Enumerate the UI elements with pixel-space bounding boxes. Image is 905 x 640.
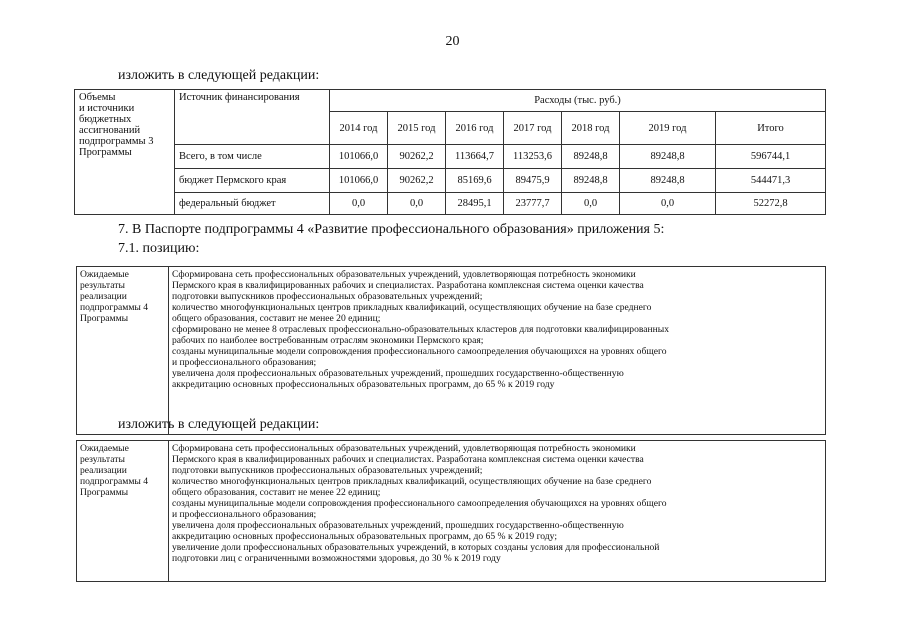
label-line: реализации (80, 465, 127, 476)
year-header: 2015 год (388, 112, 446, 145)
text-line: аккредитацию основных профессиональных образовательных программ, до 65 % к 2019 году (172, 379, 555, 390)
row-header-line: бюджетных (79, 114, 132, 125)
new-position-label (77, 441, 169, 582)
text-line: Сформирована сеть профессиональных образовательных учреждений, удовлетворяющая потребность экономики (172, 269, 636, 280)
source-cell: федеральный бюджет (175, 193, 330, 215)
table-row (75, 169, 826, 193)
heading-new-edition-1: изложить в следующей редакции: (118, 68, 320, 83)
text-line: Сформирована сеть профессиональных образовательных учреждений, удовлетворяющая потребность экономики (172, 443, 636, 454)
value-cell: 113253,6 (504, 145, 562, 169)
text-line: увеличена доля профессиональных образовательных учреждений, прошедших государственно-общественную (172, 368, 624, 379)
page-number: 20 (445, 34, 460, 49)
year-header: 2016 год (446, 112, 504, 145)
value-cell: 90262,2 (388, 169, 446, 193)
new-position-text (169, 441, 826, 582)
label-line: Ожидаемые (80, 443, 129, 454)
label-line: реализации (80, 291, 127, 302)
value-cell: 101066,0 (330, 169, 388, 193)
text-line: и профессионального образования; (172, 509, 317, 520)
value-cell: 0,0 (562, 193, 620, 215)
expenses-header: Расходы (тыс. руб.) (330, 90, 826, 112)
text-line: количество многофункциональных центров прикладных квалификаций, осуществляющих обучение на базе среднего (172, 302, 652, 313)
text-line: общего образования, составит не менее 22 единиц; (172, 487, 381, 498)
value-cell: 0,0 (388, 193, 446, 215)
value-cell: 0,0 (620, 193, 716, 215)
year-header: 2017 год (504, 112, 562, 145)
value-cell: 89248,8 (620, 145, 716, 169)
value-cell: 85169,6 (446, 169, 504, 193)
text-line: подготовки выпускников профессиональных образовательных учреждений; (172, 465, 483, 476)
total-cell: 596744,1 (716, 145, 826, 169)
total-cell: 52272,8 (716, 193, 826, 215)
value-cell: 23777,7 (504, 193, 562, 215)
text-line: аккредитацию основных профессиональных образовательных программ, до 65 % к 2019 году; (172, 531, 558, 542)
label-line: подпрограммы 4 (80, 302, 149, 313)
source-header: Источник финансирования (175, 90, 330, 145)
source-cell: Всего, в том числе (175, 145, 330, 169)
total-cell: 544471,3 (716, 169, 826, 193)
old-position-label (77, 267, 169, 435)
row-header-line: подпрограммы 3 (79, 136, 154, 147)
label-line: подпрограммы 4 (80, 476, 149, 487)
value-cell: 90262,2 (388, 145, 446, 169)
text-line: подготовки выпускников профессиональных образовательных учреждений; (172, 291, 483, 302)
year-header: 2018 год (562, 112, 620, 145)
text-line: увеличена доля профессиональных образовательных учреждений, прошедших государственно-общественную (172, 520, 624, 531)
row-header-line: и источники (79, 103, 135, 114)
text-line: и профессионального образования; (172, 357, 317, 368)
text-line: Пермского края в квалифицированных рабочих и специалистах. Разработана комплексная система оценки качества (172, 280, 644, 291)
text-line: общего образования, составит не менее 20 единиц; (172, 313, 381, 324)
value-cell: 89248,8 (562, 169, 620, 193)
old-position-table (76, 266, 826, 435)
text-line: созданы муниципальные модели сопровождения профессионального самоопределения обучающихся на уровнях общего (172, 346, 667, 357)
value-cell: 101066,0 (330, 145, 388, 169)
source-cell: бюджет Пермского края (175, 169, 330, 193)
label-line: результаты (80, 280, 125, 291)
label-line: Ожидаемые (80, 269, 129, 280)
table-row (75, 145, 826, 169)
value-cell: 89248,8 (562, 145, 620, 169)
text-line: созданы муниципальные модели сопровождения профессионального самоопределения обучающихся на уровнях общего (172, 498, 667, 509)
text-line: подготовки лиц с ограниченными возможностями здоровья, до 30 % к 2019 году (172, 553, 501, 564)
text-line: Пермского края в квалифицированных рабочих и специалистах. Разработана комплексная система оценки качества (172, 454, 644, 465)
text-line: сформировано не менее 8 отраслевых профессионально-образовательных кластеров для подготовки квалифицированных (172, 324, 670, 335)
old-position-text (169, 267, 826, 435)
heading-new-edition-2: изложить в следующей редакции: (118, 417, 320, 432)
text-line: увеличение доли профессиональных образовательных учреждений, в которых созданы условия для профессиональной (172, 542, 660, 553)
label-line: Программы (80, 313, 129, 324)
value-cell: 0,0 (330, 193, 388, 215)
table-row (75, 193, 826, 215)
row-header-line: Программы (79, 147, 132, 158)
financing-row-header (75, 90, 175, 215)
value-cell: 89475,9 (504, 169, 562, 193)
row-header-line: ассигнований (79, 125, 141, 136)
new-position-table (76, 440, 826, 582)
label-line: Программы (80, 487, 129, 498)
financing-table (74, 89, 826, 215)
section-7-1-heading: 7.1. позицию: (118, 241, 200, 256)
row-header-line: Объемы (79, 92, 116, 103)
text-line: количество многофункциональных центров прикладных квалификаций, осуществляющих обучение на базе среднего (172, 476, 652, 487)
year-header: 2019 год (620, 112, 716, 145)
label-line: результаты (80, 454, 125, 465)
value-cell: 113664,7 (446, 145, 504, 169)
total-header: Итого (716, 112, 826, 145)
value-cell: 28495,1 (446, 193, 504, 215)
section-7-heading: 7. В Паспорте подпрограммы 4 «Развитие профессионального образования» приложения 5: (118, 222, 665, 237)
value-cell: 89248,8 (620, 169, 716, 193)
year-header: 2014 год (330, 112, 388, 145)
text-line: рабочих по наиболее востребованным отраслям экономики Пермского края; (172, 335, 484, 346)
